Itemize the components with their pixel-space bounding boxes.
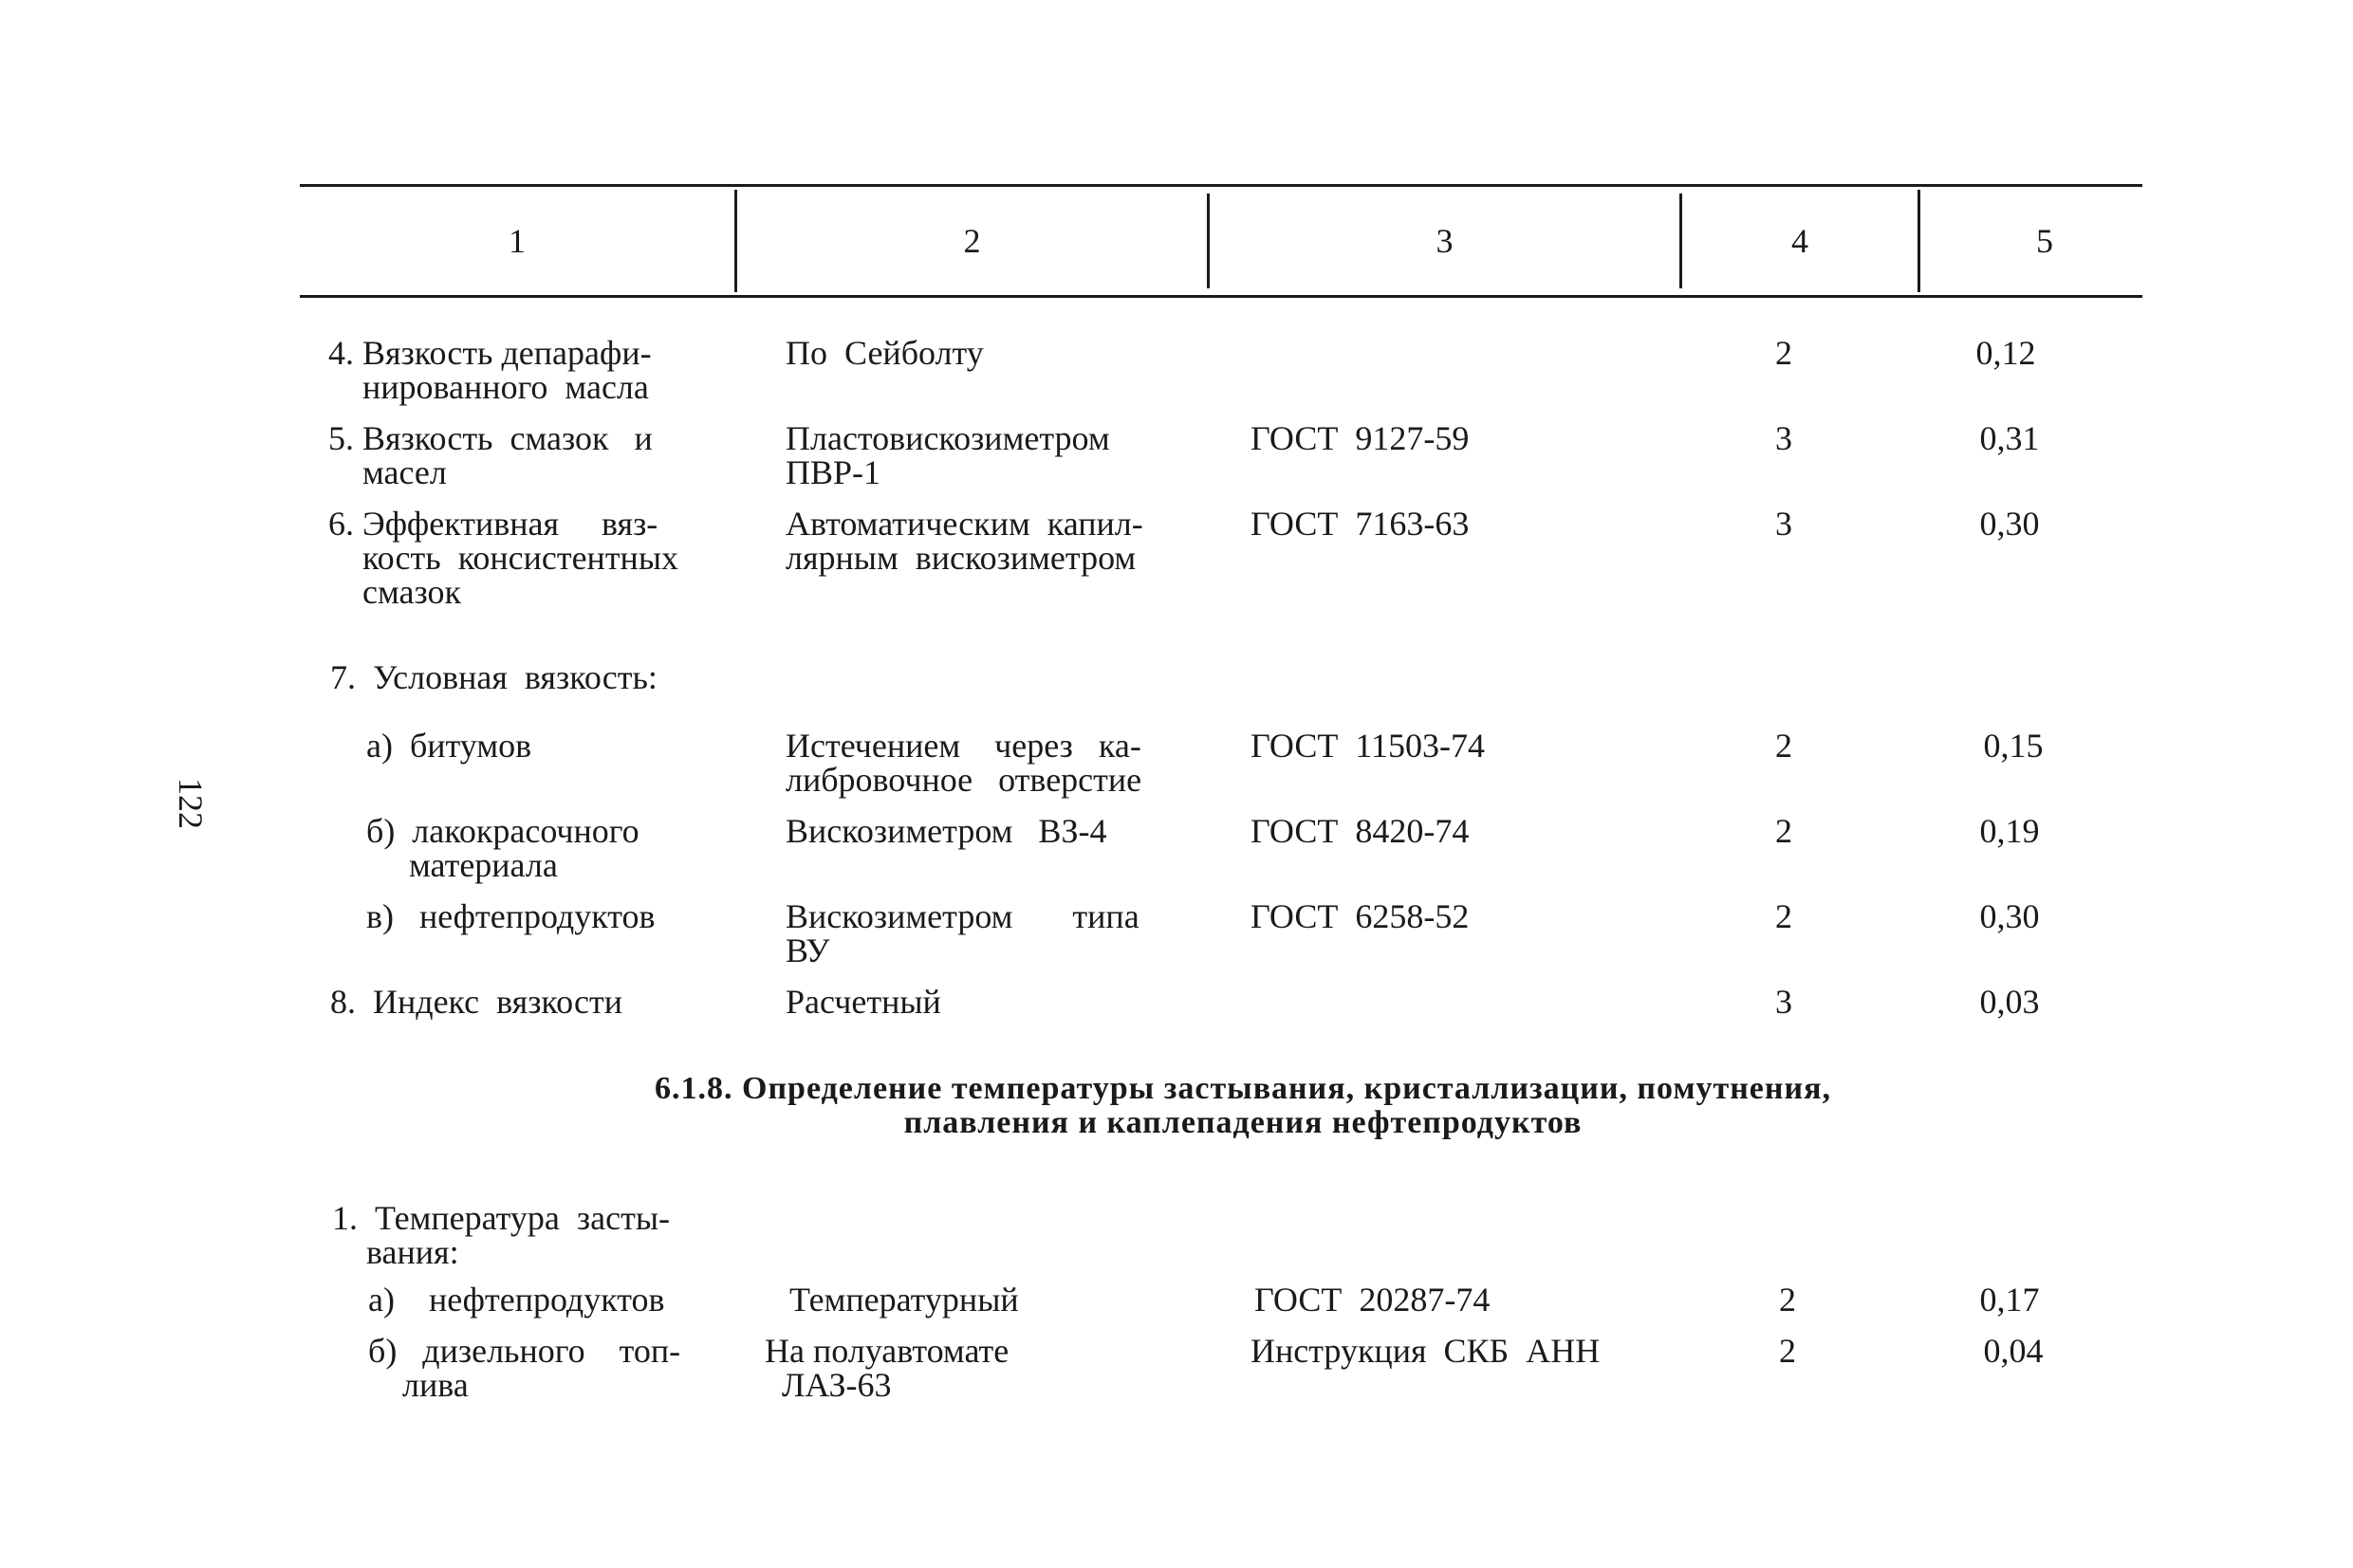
table-cell-col4: 2 xyxy=(1775,727,1792,765)
table-cell-standard: Инструкция СКБ АНН xyxy=(1251,1332,1601,1370)
table-cell-parameter: а) битумов xyxy=(366,727,532,765)
table-cell-standard: ГОСТ 8420-74 xyxy=(1251,812,1470,850)
table-cell-parameter: 5. Вязкость смазок и масел xyxy=(328,419,653,491)
table-cell-method: Температурный xyxy=(789,1281,1019,1319)
section-title: 6.1.8. Определение температуры застывания, кристаллизации, помутнения, xyxy=(655,1071,1831,1106)
table-cell-col5: 0,30 xyxy=(1979,505,2040,543)
table-cell-parameter: 8. Индекс вязкости xyxy=(330,983,622,1021)
table-cell-col4: 2 xyxy=(1775,812,1792,850)
table-cell-parameter: б) лакокрасочного материала xyxy=(366,812,639,884)
table-cell-col5: 0,15 xyxy=(1983,727,2044,765)
table-cell-col5: 0,17 xyxy=(1979,1281,2040,1319)
table-cell-standard: ГОСТ 20287-74 xyxy=(1254,1281,1491,1319)
table-cell-parameter: 1. Температура засты- вания: xyxy=(332,1199,670,1271)
table-cell-method: На полуавтомате ЛАЗ-63 xyxy=(765,1332,1010,1404)
table-cell-col4: 3 xyxy=(1775,419,1792,457)
table-cell-method: Истечением через ка- либровочное отверстие xyxy=(786,727,1142,799)
table-cell-method: Пластовискозиметром ПВР-1 xyxy=(786,419,1110,491)
table-cell-col4: 2 xyxy=(1775,334,1792,372)
table-cell-col4: 2 xyxy=(1779,1332,1796,1370)
table-cell-method: Вискозиметром ВЗ-4 xyxy=(786,812,1107,850)
table-cell-col5: 0,03 xyxy=(1979,983,2040,1021)
table-cell-col5: 0,30 xyxy=(1979,897,2040,935)
table-cell-method: Расчетный xyxy=(786,983,941,1021)
table-cell-col5: 0,12 xyxy=(1975,334,2036,372)
table-cell-standard: ГОСТ 11503-74 xyxy=(1251,727,1486,765)
table-cell-standard: ГОСТ 6258-52 xyxy=(1251,897,1470,935)
table-cell-method: Вискозиметром типа ВУ xyxy=(786,897,1139,969)
table-cell-method: По Сейболту xyxy=(786,334,984,372)
section-title: плавления и каплепадения нефтепродуктов xyxy=(903,1105,1583,1140)
table-cell-parameter: 4. Вязкость депарафи- нированного масла xyxy=(328,334,652,406)
table-cell-col5: 0,31 xyxy=(1979,419,2040,457)
table-header-bottom-rule xyxy=(300,295,2142,298)
table-cell-col4: 3 xyxy=(1775,983,1792,1021)
column-header: 5 xyxy=(2036,222,2053,260)
table-cell-parameter: б) дизельного топ- лива xyxy=(368,1332,681,1404)
table-cell-col4: 2 xyxy=(1775,897,1792,935)
table-cell-standard: ГОСТ 9127-59 xyxy=(1251,419,1470,457)
table-cell-standard: ГОСТ 7163-63 xyxy=(1251,505,1470,543)
table-cell-col4: 2 xyxy=(1779,1281,1796,1319)
column-header: 4 xyxy=(1791,222,1808,260)
column-header: 2 xyxy=(963,222,981,260)
table-cell-col5: 0,04 xyxy=(1983,1332,2044,1370)
column-header: 1 xyxy=(509,222,526,260)
table-cell-col4: 3 xyxy=(1775,505,1792,543)
table-cell-col5: 0,19 xyxy=(1979,812,2040,850)
table-cell-parameter: 7. Условная вязкость: xyxy=(330,658,658,696)
table-top-rule xyxy=(300,184,2142,187)
table-cell-parameter: а) нефтепродуктов xyxy=(368,1281,665,1319)
table-cell-parameter: в) нефтепродуктов xyxy=(366,897,656,935)
table-cell-parameter: 6. Эффективная вяз- кость консистентных смазок xyxy=(328,505,678,611)
page-number: 122 xyxy=(172,778,210,829)
table-cell-method: Автоматическим капил- лярным вискозиметром xyxy=(786,505,1143,577)
column-header: 3 xyxy=(1436,222,1454,260)
